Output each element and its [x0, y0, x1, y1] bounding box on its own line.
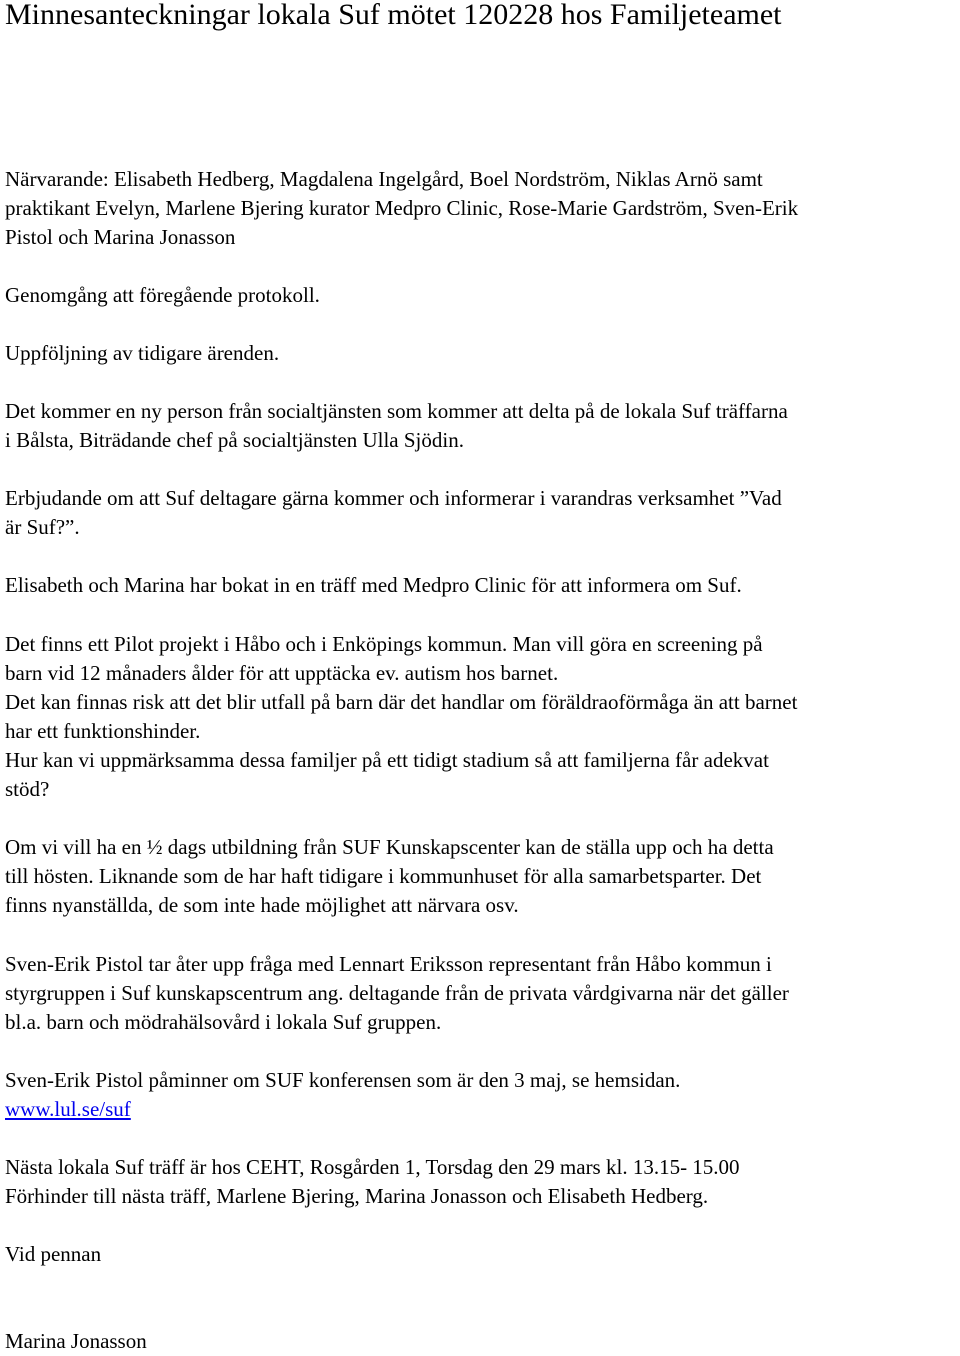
new-person-paragraph — [5, 397, 957, 455]
followup-paragraph — [5, 339, 957, 368]
review-previous-line: Genomgång att föregående protokoll. — [5, 283, 320, 307]
attendees-paragraph — [5, 165, 957, 252]
signoff-paragraph — [5, 1240, 957, 1269]
signature-name: Marina Jonasson — [5, 1329, 147, 1353]
attendees-line: praktikant Evelyn, Marlene Bjering kurator Medpro Clinic, Rose-Marie Gardström, Sven-Erik — [5, 196, 799, 220]
pilot-line: har ett funktionshinder. — [5, 719, 201, 743]
pilot-line: stöd? — [5, 777, 50, 801]
next-meeting-line: Förhinder till nästa träff, Marlene Bjering, Marina Jonasson och Elisabeth Hedberg. — [5, 1184, 709, 1208]
offer-line: Erbjudande om att Suf deltagare gärna kommer och informerar i varandras verksamhet ”Vad — [5, 486, 782, 510]
pilot-line: Hur kan vi uppmärksamma dessa familjer på ett tidigt stadium så att familjerna får adekvat — [5, 748, 769, 772]
conference-paragraph — [5, 1066, 957, 1124]
medpro-paragraph — [5, 571, 957, 600]
pilot-paragraph — [5, 630, 957, 804]
review-previous-paragraph — [5, 281, 957, 310]
conference-link-line — [5, 1095, 957, 1124]
medpro-line: Elisabeth och Marina har bokat in en träff med Medpro Clinic för att informera om Suf. — [5, 573, 742, 597]
steering-line: styrgruppen i Suf kunskapscentrum ang. deltagande från de privata vårdgivarna när det gäller — [5, 981, 789, 1005]
new-person-line: Det kommer en ny person från socialtjänsten som kommer att delta på de lokala Suf träffarna — [5, 399, 788, 423]
education-paragraph — [5, 833, 957, 920]
education-line: till hösten. Liknande som de har haft tidigare i kommunhuset för alla samarbetsparter. Det — [5, 864, 762, 888]
new-person-line: i Bålsta, Biträdande chef på socialtjänsten Ulla Sjödin. — [5, 428, 464, 452]
conference-line: Sven-Erik Pistol påminner om SUF konferensen som är den 3 maj, se hemsidan. — [5, 1068, 681, 1092]
pilot-line: Det kan finnas risk att det blir utfall på barn där det handlar om föräldraoförmåga än att barnet — [5, 690, 798, 714]
attendees-line: Närvarande: Elisabeth Hedberg, Magdalena Ingelgård, Boel Nordström, Niklas Arnö samt — [5, 167, 763, 191]
steering-line: bl.a. barn och mödrahälsovård i lokala Suf gruppen. — [5, 1010, 442, 1034]
education-line: Om vi vill ha en ½ dags utbildning från SUF Kunskapscenter kan de ställa upp och ha detta — [5, 835, 774, 859]
pilot-line: barn vid 12 månaders ålder för att upptäcka ev. autism hos barnet. — [5, 661, 559, 685]
attendees-line: Pistol och Marina Jonasson — [5, 225, 236, 249]
steering-line: Sven-Erik Pistol tar åter upp fråga med Lennart Eriksson representant från Håbo kommun i — [5, 952, 772, 976]
education-line: finns nyanställda, de som inte hade möjlighet att närvara osv. — [5, 893, 519, 917]
next-meeting-paragraph — [5, 1153, 957, 1211]
suf-website-link[interactable]: www.lul.se/suf — [5, 1097, 131, 1121]
offer-line: är Suf?”. — [5, 515, 80, 539]
signoff-label: Vid pennan — [5, 1242, 102, 1266]
pilot-line: Det finns ett Pilot projekt i Håbo och i Enköpings kommun. Man vill göra en screening på — [5, 632, 763, 656]
steering-paragraph — [5, 950, 957, 1037]
next-meeting-line: Nästa lokala Suf träff är hos CEHT, Rosgården 1, Torsdag den 29 mars kl. 13.15- 15.00 — [5, 1155, 740, 1179]
followup-line: Uppföljning av tidigare ärenden. — [5, 341, 280, 365]
offer-paragraph — [5, 484, 957, 542]
document-title: Minnesanteckningar lokala Suf mötet 120228 hos Familjeteamet — [5, 0, 782, 31]
